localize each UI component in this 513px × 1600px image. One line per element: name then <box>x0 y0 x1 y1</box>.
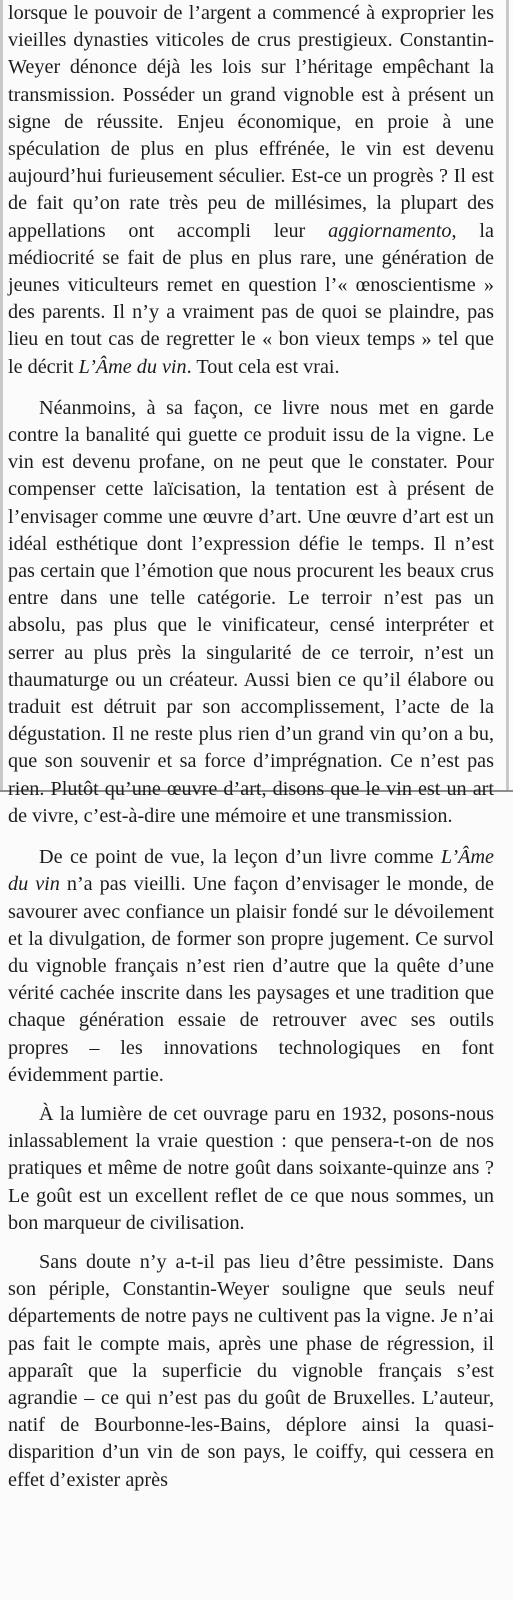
paragraph-4 <box>8 1101 494 1237</box>
book-title: L’Âme du vin <box>8 846 494 896</box>
text-run: Sans doute n’y a-t-il pas lieu d’être pessimiste. Dans son périple, Constantin-Weyer souligne que seuls neuf départements de notre pays ne cultivent pas la vigne. Je n’ai pas fait le compte mais, après une phase de régression, il apparaît que la superficie du vignoble français s’est agrandie – ce qui n’est pas du goût de Bruxelles. L’auteur, natif de Bourbonne-les-Bains, déplore ainsi la quasi-disparition d’un vin de son pays, le coiffy, qui cessera en effet d’exister après <box>8 1250 494 1491</box>
text-run-italic: aggiornamento <box>328 219 452 242</box>
text-column <box>8 0 494 1600</box>
text-run: Néanmoins, à sa façon, ce livre nous met en garde contre la banalité qui guette ce produit issu de la vigne. Le vin est devenu profane, on ne peut que le constater. Pour compenser cette laïcisation, la tentation est à présent de l’envisager comme une œuvre d’art. Une œuvre d’art est un idéal esthétique dont l’expression défie le temps. Il n’est pas certain que l’émotion que nous procurent les beaux crus entre dans une telle catégorie. Le terroir n’est pas un absolu, pas plus que le vinificateur, censé interpréter et serrer au plus près la singularité de ce terroir, n’est un thaumaturge ou un créateur. Aussi bien ce qu’il élabore ou traduit est détruit par son accomplissement, l’acte de la dégustation. Il ne reste plus rien d’un grand vin qu’on a bu, que son souvenir et sa force d’imprégnation. Ce n’est pas rien. Plutôt qu’une œuvre d’art, disons que le vin est un art de vivre, c’est-à-dire une mémoire et une transmission. <box>8 396 494 827</box>
text-run: . Tout cela est vrai. <box>186 355 340 378</box>
paragraph-5 <box>8 1249 494 1494</box>
paragraph-2 <box>8 395 494 830</box>
paragraph-1 <box>8 0 494 381</box>
paragraph-3 <box>8 844 494 1089</box>
text-run: À la lumière de cet ouvrage paru en 1932, posons-nous inlassablement la vraie question : que pensera-t-on de nos pratiques et même de notre goût dans soixante-quinze ans ? Le goût est un excellent reflet de ce que nous sommes, un bon marqueur de civilisation. <box>8 1102 494 1234</box>
text-run: lorsque le pouvoir de l’argent a commencé à exproprier les vieilles dynasties viticoles de crus prestigieux. Constantin-Weyer dénonce déjà les lois sur l’héritage empêchant la transmission. Posséder un grand vignoble est à présent un signe de réussite. Enjeu économique, en proie à une spéculation de plus en plus effrénée, le vin est devenu aujourd’hui furieusement séculier. Est-ce un progrès ? Il est de fait qu’on rate très peu de millésimes, la plupart des appellations ont accompli leur <box>8 2 494 242</box>
text-run: n’a pas vieilli. Une façon d’envisager le monde, de savourer avec confiance un plaisir fondé sur le dévoilement et la divulgation, de former son propre jugement. Ce survol du vignoble français n’est rien d’autre que la quête d’une vérité cachée inscrite dans les paysages et une tradition que chaque génération essaie de retrouver avec ses outils propres – les innovations technologiques en font évidemment partie. <box>8 873 494 1086</box>
book-title: L’Âme du vin <box>78 355 187 378</box>
text-run: , la médiocrité se fait de plus en plus rare, une génération de jeunes viticulteurs remet en question l’« œnoscientisme » des parents. Il n’y a vraiment pas de quoi se plaindre, pas lieu en tout cas de regretter le « bon vieux temps » tel que le décrit <box>8 219 495 378</box>
scan-right-edge <box>506 0 509 790</box>
scan-left-edge <box>0 0 3 790</box>
text-run: De ce point de vue, la leçon d’un livre comme <box>39 846 441 869</box>
